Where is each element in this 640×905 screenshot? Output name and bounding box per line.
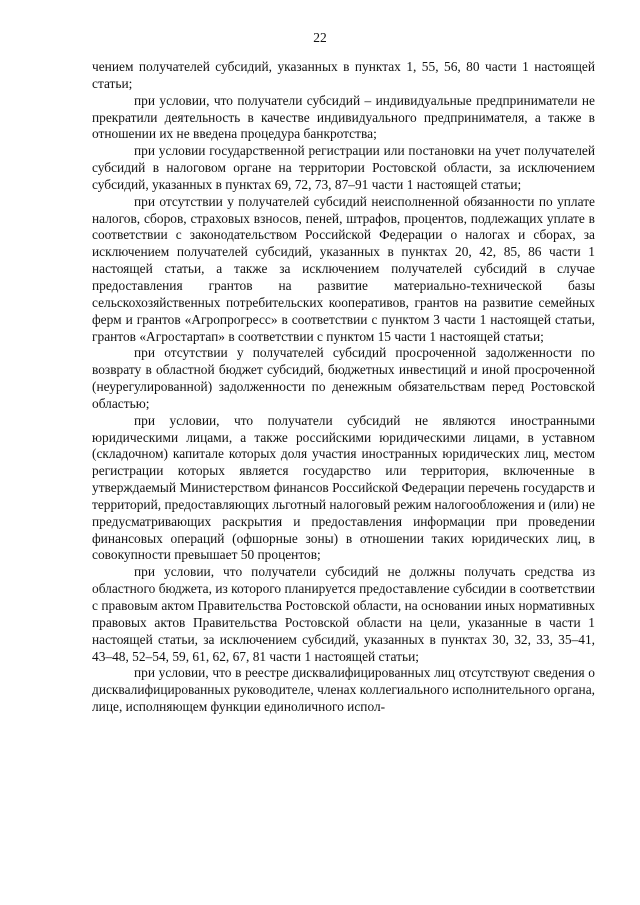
paragraph: при условии, что получатели субсидий – индивидуальные предприниматели не прекратили деятельность в качестве индивидуального предпринимателя, а также в отношении их не введена процедура банкротства; [92, 92, 595, 142]
page-number: 22 [313, 30, 327, 45]
document-body [92, 59, 595, 716]
paragraph: при условии, что получатели субсидий не должны получать средства из областного бюджета, из которого планируется предоставление субсидии в соответствии с правовым актом Правительства Ростовской области, на основании иных нормативных правовых актов Правительства Ростовской области на цели, указанные в части 1 настоящей статьи, за исключением субсидий, указанных в пунктах 30, 32, 33, 35–41, 43–48, 52–54, 59, 61, 62, 67, 81 части 1 настоящей статьи; [92, 564, 595, 664]
paragraph: при условии государственной регистрации или постановки на учет получателей субсидий в налоговом органе на территории Ростовской области, за исключением субсидий, указанных в пунктах 69, 72, 73, 87–91 части 1 настоящей статьи; [92, 143, 595, 192]
paragraph: при условии, что получатели субсидий не являются иностранными юридическими лицами, а также российскими юридическими лицами, в уставном (складочном) капитале которых доля участия иностранных юридических лиц, местом регистрации которых является государство или территория, включенные в утверждаемый Министерством финансов Российской Федерации перечень государств и территорий, предоставляющих льготный налоговый режим налогообложения и (или) не предусматривающих раскрытия и предоставления информации при проведении финансовых операций (офшорные зоны) в отношении таких юридических лиц, в совокупности превышает 50 процентов; [92, 412, 595, 563]
paragraph: при отсутствии у получателей субсидий неисполненной обязанности по уплате налогов, сборов, страховых взносов, пеней, штрафов, процентов, подлежащих уплате в соответствии с законодательством Российской Федерации о налогах и сборах, за исключением получателей субсидий, указанных в пунктах 20, 42, 85, 86 части 1 настоящей статьи, а также за исключением получателей субсидий в случае предоставления грантов на развитие материально-технической базы сельскохозяйственных потребительских кооперативов, грантов на развитие семейных ферм и грантов «Агропрогресс» в соответствии с пунктом 3 части 1 настоящей статьи, грантов «Агростартап» в соответствии с пунктом 15 части 1 настоящей статьи; [92, 193, 595, 344]
paragraph: при отсутствии у получателей субсидий просроченной задолженности по возврату в областной бюджет субсидий, бюджетных инвестиций и иной просроченной (неурегулированной) задолженности по денежным обязательствам перед Ростовской областью; [92, 345, 595, 411]
paragraph: чением получателей субсидий, указанных в пунктах 1, 55, 56, 80 части 1 настоящей статьи; [92, 59, 595, 91]
paragraph: при условии, что в реестре дисквалифицированных лиц отсутствуют сведения о дисквалифицированных руководителе, членах коллегиального исполнительного органа, лице, исполняющем функции единоличного испол- [92, 665, 595, 715]
